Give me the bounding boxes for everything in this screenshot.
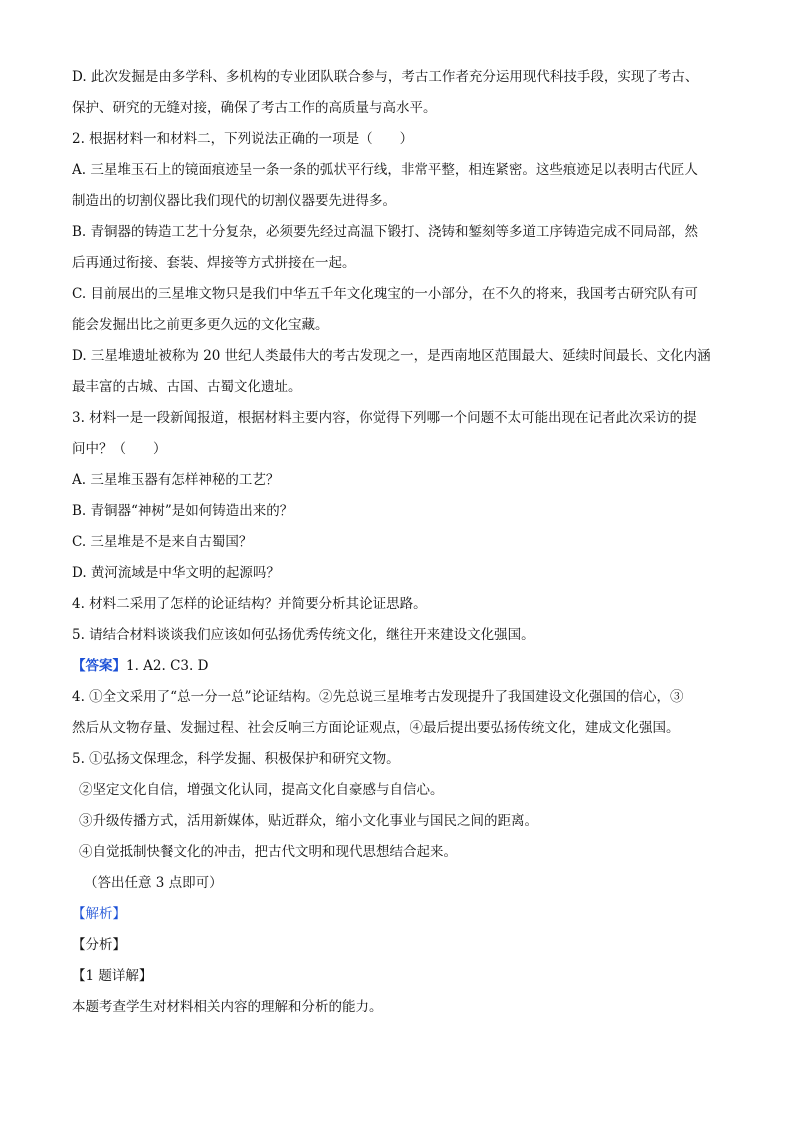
q2-option-c-line-1: C. 目前展出的三星堆文物只是我们中华五千年文化瑰宝的一小部分，在不久的将来，我国考古研究队有可 [72,286,698,302]
analysis-heading [72,899,724,930]
q2-option-a-line-1: A. 三星堆玉石上的镜面痕迹呈一条一条的弧状平行线，非常平整，相连紧密。这些痕迹足以表明古代匠人 [72,162,698,178]
q1-detail-heading: 【1 题详解】 [72,968,153,984]
analysis-sub-heading: 【分析】 [72,937,126,953]
option-d-line-2: 保护、研究的无缝对接，确保了考古工作的高质量与高水平。 [72,100,437,116]
option-d-line-1: D. 此次发掘是由多学科、多机构的专业团队联合参与，考古工作者充分运用现代科技手段，实现了考古、 [72,69,699,85]
answer-4-line-1: 4. ①全文采用了“总一分一总”论证结构。②先总说三星堆考古发现提升了我国建设文化强国的信心，③ [72,689,684,705]
question-2: 2. 根据材料一和材料二，下列说法正确的一项是（ ） [72,131,414,147]
q3-option-c: C. 三星堆是不是来自古蜀国？ [72,534,253,550]
analysis-label: 【解析】 [72,906,126,922]
q2-option-d-line-2: 最丰富的古城、古国、古蜀文化遗址。 [72,379,302,395]
document-content [72,62,724,1023]
answer-label: 【答案】 [72,658,126,674]
answer-note: （答出任意 3 点即可） [84,875,223,891]
q3-option-b: B. 青铜器“神树”是如何铸造出来的？ [72,503,294,519]
answer-5-point-2: ②坚定文化自信，增强文化认同，提高文化自豪感与自信心。 [79,782,444,798]
answer-line [72,651,724,682]
q3-option-a: A. 三星堆玉器有怎样神秘的工艺？ [72,472,280,488]
question-3-line-2: 问中？（ ） [72,441,167,457]
q1-detail-text: 本题考查学生对材料相关内容的理解和分析的能力。 [72,999,383,1015]
answer-5-line-1: 5. ①弘扬文保理念，科学发掘、积极保护和研究文物。 [72,751,400,767]
q3-option-d: D. 黄河流域是中华文明的起源吗？ [72,565,280,581]
answer-text: 1. A2. C3. D [126,658,209,674]
q2-option-b-line-2: 后再通过衔接、套装、焊接等方式拼接在一起。 [72,255,356,271]
q2-option-a-line-2: 制造出的切割仪器比我们现代的切割仪器要先进得多。 [72,193,396,209]
answer-4-line-2: 然后从文物存量、发掘过程、社会反响三方面论证观点，④最后提出要弘扬传统文化，建成文化强国。 [72,720,680,736]
q2-option-c-line-2: 能会发掘出比之前更多更久远的文化宝藏。 [72,317,329,333]
answer-5-point-3: ③升级传播方式，活用新媒体，贴近群众，缩小文化事业与国民之间的距离。 [79,813,538,829]
answer-5-point-4: ④自觉抵制快餐文化的冲击，把古代文明和现代思想结合起来。 [79,844,457,860]
q2-option-b-line-1: B. 青铜器的铸造工艺十分复杂，必须要先经过高温下锻打、浇铸和錾刻等多道工序铸造完成不同局部，然 [72,224,699,240]
q2-option-d-line-1: D. 三星堆遗址被称为 20 世纪人类最伟大的考古发现之一，是西南地区范围最大、延续时间最长、文化内涵 [72,348,711,364]
question-5: 5. 请结合材料谈谈我们应该如何弘扬优秀传统文化，继往开来建设文化强国。 [72,627,535,643]
question-3-line-1: 3. 材料一是一段新闻报道，根据材料主要内容，你觉得下列哪一个问题不太可能出现在记者此次采访的提 [72,410,697,426]
question-4: 4. 材料二采用了怎样的论证结构？并简要分析其论证思路。 [72,596,427,612]
